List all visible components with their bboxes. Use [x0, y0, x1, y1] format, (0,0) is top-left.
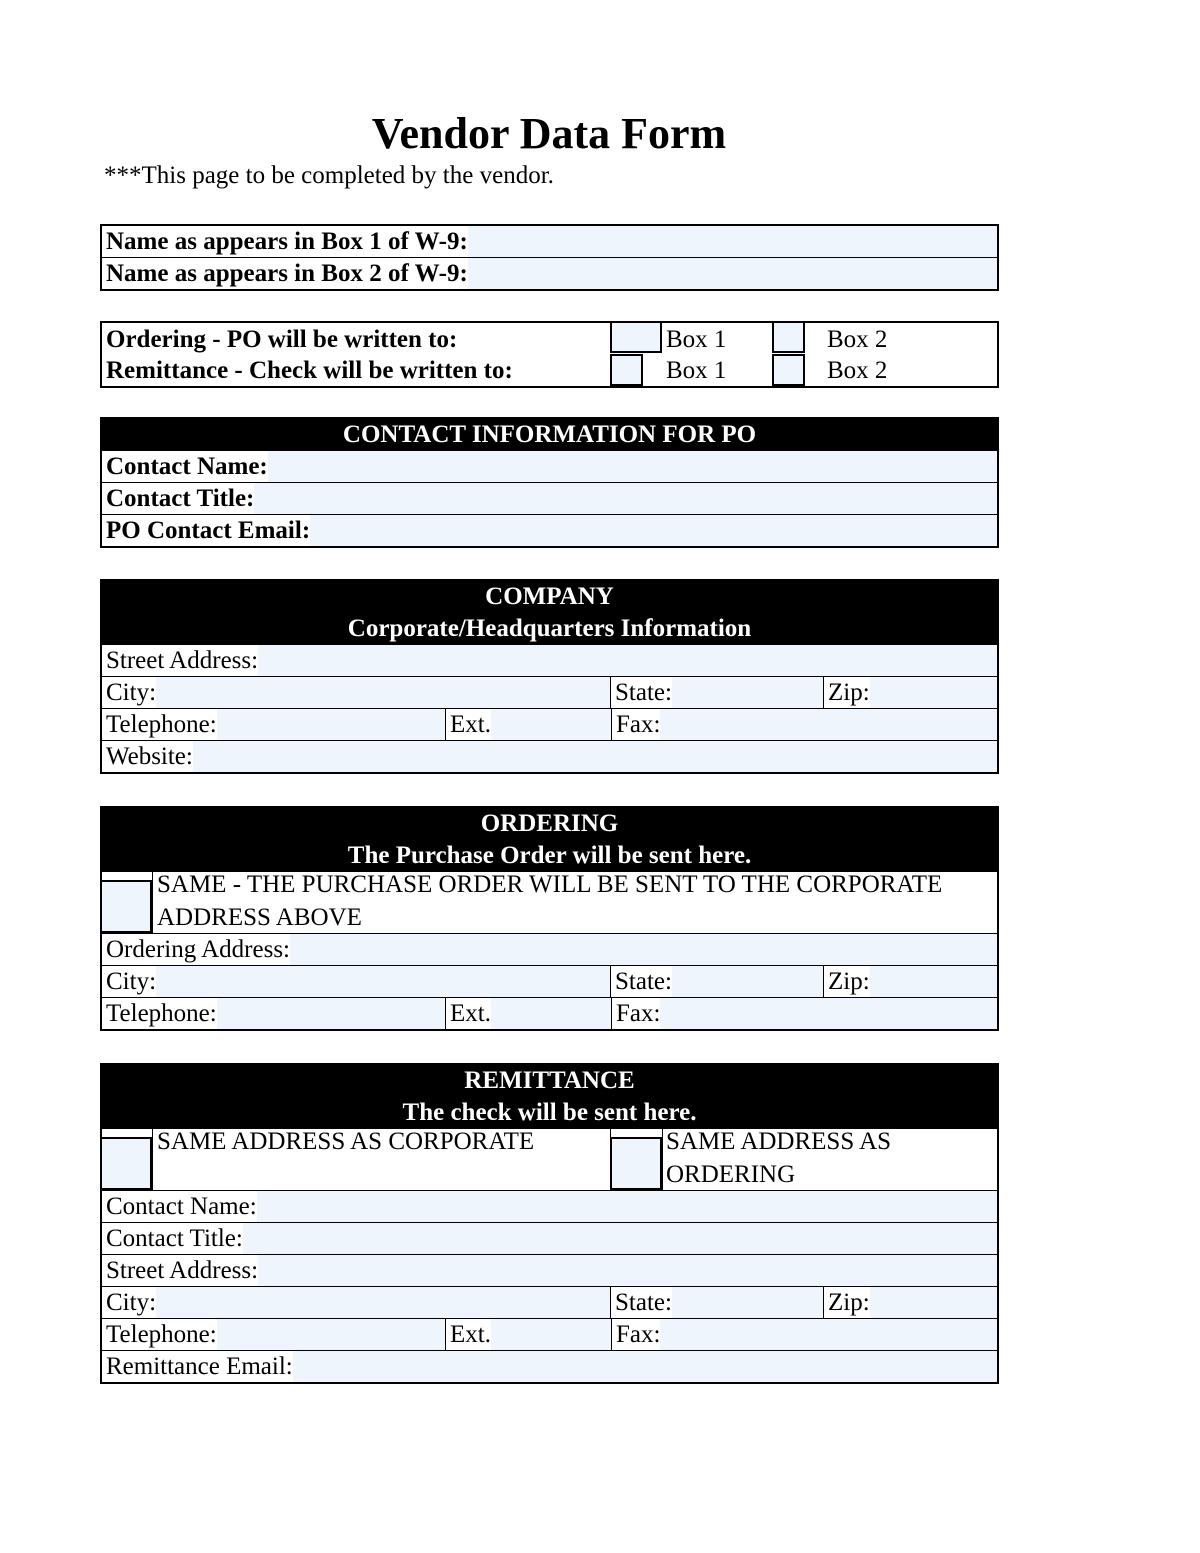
remittance-contact-name-field[interactable]	[257, 1191, 997, 1222]
ordering-same-row	[102, 872, 997, 933]
remittance-box1-label: Box 1	[666, 357, 727, 384]
company-website-label: Website:	[106, 743, 193, 770]
remittance-same-ordering-line2: ORDERING	[666, 1161, 796, 1188]
company-state-field[interactable]	[672, 677, 823, 708]
remittance-same-corporate-label: SAME ADDRESS AS CORPORATE	[157, 1128, 535, 1155]
company-telephone-field[interactable]	[217, 709, 445, 740]
w9-box1-row	[102, 226, 997, 257]
w9-box2-row	[102, 257, 997, 289]
ordering-header-title: ORDERING	[480, 810, 619, 837]
ordering-telephone-field[interactable]	[217, 998, 445, 1029]
ordering-written-to-label: Ordering - PO will be written to:	[106, 326, 458, 353]
ordering-state-field[interactable]	[672, 966, 823, 997]
company-header-title: COMPANY	[485, 583, 614, 610]
remittance-street-label: Street Address:	[106, 1257, 259, 1284]
remittance-same-corporate-checkbox[interactable]	[100, 1137, 152, 1190]
remittance-contact-name-row	[102, 1190, 997, 1222]
ordering-city-field[interactable]	[156, 966, 610, 997]
remittance-contact-title-label: Contact Title:	[106, 1225, 243, 1252]
ordering-fax-field[interactable]	[660, 998, 997, 1029]
remittance-box2-label: Box 2	[827, 357, 888, 384]
company-ext-field[interactable]	[491, 709, 611, 740]
company-street-field[interactable]	[258, 645, 997, 676]
remittance-city-field[interactable]	[156, 1287, 610, 1318]
remittance-street-field[interactable]	[258, 1255, 997, 1286]
ordering-address-row	[102, 933, 997, 965]
contact-name-label: Contact Name:	[106, 453, 268, 480]
ordering-telephone-label: Telephone:	[106, 1000, 217, 1027]
remittance-header-subtitle: The check will be sent here.	[402, 1099, 697, 1126]
page-title: Vendor Data Form	[371, 109, 727, 158]
ordering-zip-field[interactable]	[870, 966, 997, 997]
company-fax-field[interactable]	[660, 709, 997, 740]
remittance-city-row	[102, 1286, 997, 1318]
remittance-zip-field[interactable]	[870, 1287, 997, 1318]
ordering-ext-label: Ext.	[450, 1000, 491, 1027]
company-ext-label: Ext.	[450, 711, 491, 738]
company-street-row	[102, 645, 997, 676]
company-state-label: State:	[615, 679, 672, 706]
ordering-header	[102, 808, 997, 872]
remittance-email-field[interactable]	[293, 1351, 997, 1382]
remittance-fax-field[interactable]	[660, 1319, 997, 1350]
remittance-email-row	[102, 1350, 997, 1382]
remittance-state-field[interactable]	[672, 1287, 823, 1318]
w9-names-section	[100, 224, 999, 291]
company-header-subtitle: Corporate/Headquarters Information	[347, 615, 752, 642]
w9-box1-field[interactable]	[468, 226, 997, 257]
contact-po-section	[100, 417, 999, 548]
remittance-zip-label: Zip:	[828, 1289, 870, 1316]
remittance-written-to-label: Remittance - Check will be written to:	[106, 357, 513, 384]
ordering-city-label: City:	[106, 968, 157, 995]
ordering-address-field[interactable]	[290, 934, 997, 965]
ordering-zip-label: Zip:	[828, 968, 870, 995]
ordering-same-line1: SAME - THE PURCHASE ORDER WILL BE SENT TO THE CORPORATE	[157, 871, 943, 898]
company-street-label: Street Address:	[106, 647, 259, 674]
remittance-state-label: State:	[615, 1289, 672, 1316]
ordering-box2-label: Box 2	[827, 326, 888, 353]
remittance-same-ordering-checkbox[interactable]	[610, 1137, 662, 1190]
page-subtitle: ***This page to be completed by the vendor.	[104, 162, 554, 189]
ordering-same-line2: ADDRESS ABOVE	[157, 904, 362, 931]
company-section	[100, 579, 999, 774]
ordering-state-label: State:	[615, 968, 672, 995]
ordering-fax-label: Fax:	[616, 1000, 661, 1027]
ordering-same-checkbox[interactable]	[100, 880, 152, 933]
company-zip-label: Zip:	[828, 679, 870, 706]
contact-po-header: CONTACT INFORMATION FOR PO	[102, 419, 997, 451]
remittance-contact-title-row	[102, 1222, 997, 1254]
remittance-email-label: Remittance Email:	[106, 1353, 293, 1380]
remittance-same-row	[102, 1129, 997, 1190]
remittance-header	[102, 1065, 997, 1129]
w9-box2-label: Name as appears in Box 2 of W-9:	[106, 260, 468, 287]
ordering-phone-row	[102, 997, 997, 1029]
ordering-section	[100, 806, 999, 1031]
remittance-box2-checkbox[interactable]	[772, 354, 805, 386]
remittance-box1-checkbox[interactable]	[610, 354, 643, 386]
written-to-section	[100, 321, 999, 388]
company-website-row	[102, 740, 997, 772]
remittance-contact-name-label: Contact Name:	[106, 1193, 257, 1220]
company-fax-label: Fax:	[616, 711, 661, 738]
remittance-telephone-label: Telephone:	[106, 1321, 217, 1348]
company-city-row	[102, 676, 997, 708]
company-city-label: City:	[106, 679, 157, 706]
w9-box1-label: Name as appears in Box 1 of W-9:	[106, 228, 468, 255]
ordering-city-row	[102, 965, 997, 997]
remittance-fax-label: Fax:	[616, 1321, 661, 1348]
company-phone-row	[102, 708, 997, 740]
po-contact-email-field[interactable]	[310, 515, 997, 546]
w9-box2-field[interactable]	[468, 258, 997, 289]
ordering-header-subtitle: The Purchase Order will be sent here.	[347, 842, 752, 869]
company-telephone-label: Telephone:	[106, 711, 217, 738]
company-zip-field[interactable]	[870, 677, 997, 708]
contact-title-row	[102, 482, 997, 514]
contact-name-field[interactable]	[268, 451, 997, 482]
remittance-ext-field[interactable]	[491, 1319, 611, 1350]
remittance-section	[100, 1063, 999, 1384]
ordering-box2-checkbox[interactable]	[772, 321, 805, 353]
remittance-city-label: City:	[106, 1289, 157, 1316]
contact-title-label: Contact Title:	[106, 485, 255, 512]
remittance-header-title: REMITTANCE	[464, 1067, 635, 1094]
company-header	[102, 581, 997, 645]
contact-name-row	[102, 451, 997, 482]
remittance-contact-title-field[interactable]	[243, 1223, 997, 1254]
remittance-same-ordering-line1: SAME ADDRESS AS	[666, 1128, 892, 1155]
ordering-address-label: Ordering Address:	[106, 936, 290, 963]
ordering-ext-field[interactable]	[491, 998, 611, 1029]
contact-title-field[interactable]	[254, 483, 997, 514]
ordering-box1-label: Box 1	[666, 326, 727, 353]
ordering-box1-checkbox[interactable]	[610, 321, 662, 353]
po-contact-email-label: PO Contact Email:	[106, 517, 311, 544]
company-city-field[interactable]	[156, 677, 610, 708]
remittance-phone-row	[102, 1318, 997, 1350]
po-contact-email-row	[102, 514, 997, 546]
remittance-telephone-field[interactable]	[217, 1319, 445, 1350]
remittance-street-row	[102, 1254, 997, 1286]
company-website-field[interactable]	[193, 741, 997, 772]
remittance-ext-label: Ext.	[450, 1321, 491, 1348]
